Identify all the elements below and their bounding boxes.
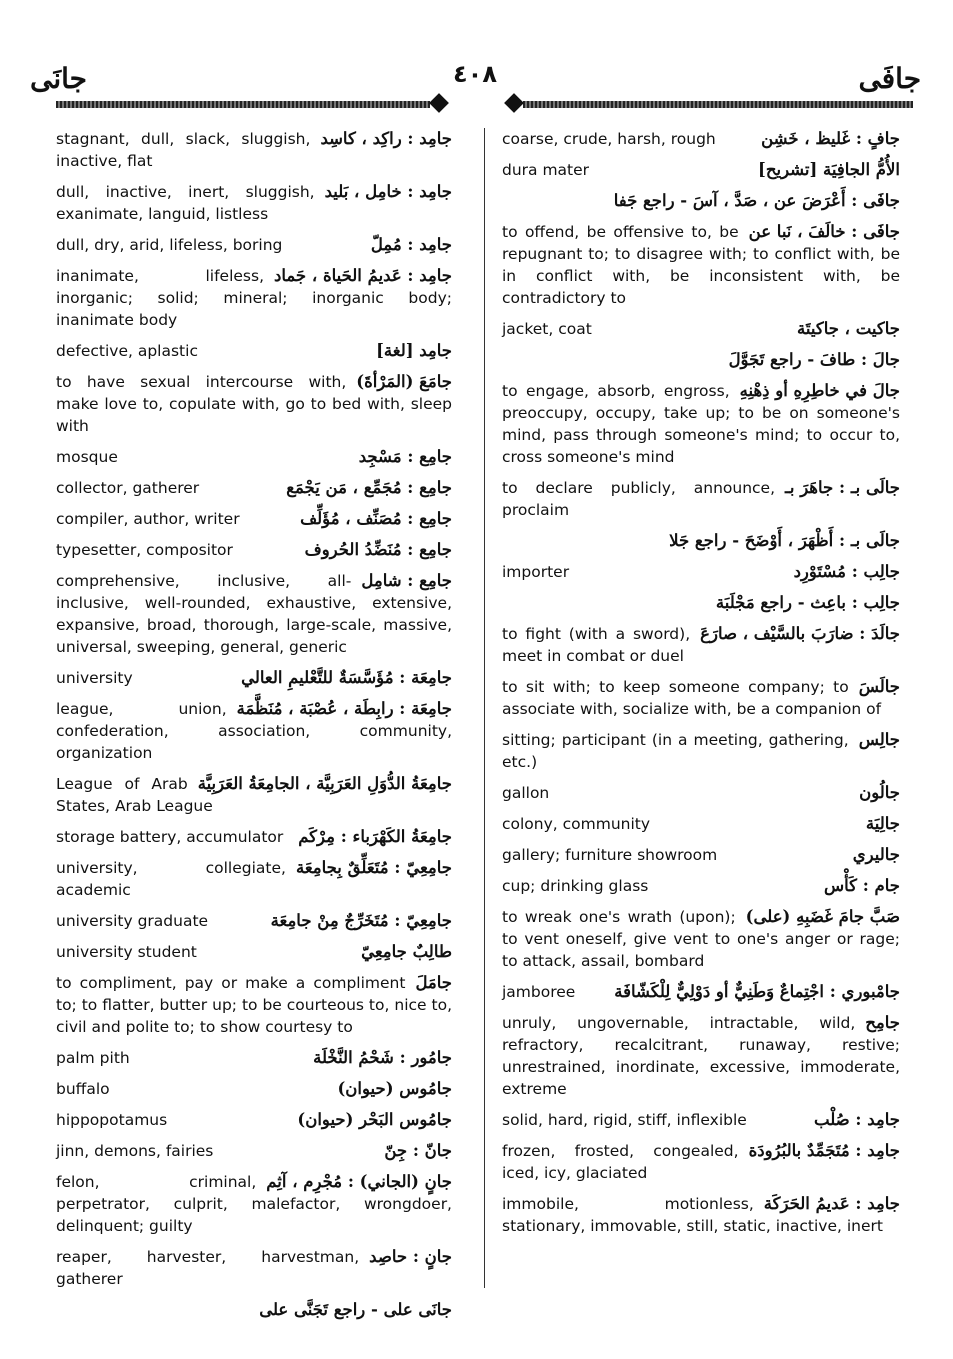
entry-arabic-headword: جامِع : مَسْجِد: [358, 447, 452, 466]
dictionary-entry: [502, 1140, 900, 1184]
dictionary-entry: [502, 128, 900, 150]
entry-english-definition: to compliment, pay or make a compliment to; to flatter, butter up; to be courteous to, nice to, civil and polite to; to show courtesy to: [56, 974, 452, 1036]
entry-arabic-headword: جالِيَة: [865, 814, 900, 833]
dictionary-entry: [56, 539, 452, 561]
entry-arabic-headword: جالَ في خاطِرِهِ أو ذِهْنِهِ: [739, 381, 900, 400]
entry-arabic-headword: جامِعِيّ : مُتَخَرِّجٌ مِنْ جامِعَة: [270, 911, 452, 930]
dictionary-entry: [56, 1078, 452, 1100]
dictionary-entry: [502, 592, 900, 614]
guide-word-right: جافَى: [858, 62, 921, 95]
entry-english-definition: university: [56, 669, 133, 687]
dictionary-entry: [56, 1246, 452, 1290]
dictionary-entry: [502, 561, 900, 583]
entry-english-definition: to declare publicly, announce, proclaim: [502, 479, 776, 519]
dictionary-entry: [502, 221, 900, 309]
entry-arabic-headword: صَبَّ جامَ غَضَبِهِ (على): [745, 907, 900, 926]
entry-english-definition: unruly, ungovernable, intractable, wild, refractory, recalcitrant, runaway, restive; unrestrained, inordinate, excessive, immoderate, extreme: [502, 1014, 900, 1098]
page-header: [0, 0, 953, 130]
entry-english-definition: defective, aplastic: [56, 342, 198, 360]
entry-english-definition: to fight (with a sword), meet in combat or duel: [502, 625, 691, 665]
dictionary-entry: [56, 910, 452, 932]
dictionary-entry: [56, 1171, 452, 1237]
dictionary-entry: [56, 477, 452, 499]
dictionary-entry: [56, 128, 452, 172]
dictionary-entry: [56, 773, 452, 817]
dictionary-entry: [502, 875, 900, 897]
entry-english-definition: university graduate: [56, 912, 209, 930]
entry-arabic-headword: جامِح: [865, 1013, 900, 1032]
entry-english-definition: colony, community: [502, 815, 651, 833]
entry-english-definition: compiler, author, writer: [56, 510, 240, 528]
entry-english-definition: to wreak one's wrath (upon); to vent oneself, give vent to one's anger or rage; to attack, assail, bombard: [502, 908, 900, 970]
entry-arabic-headword: جامِعَة : رابِطَة ، عُصْبَة ، مُنَظَّمَة: [236, 699, 452, 718]
entry-english-definition: dull, inactive, inert, sluggish, exanimate, languid, listless: [56, 183, 315, 223]
dictionary-entry: [502, 530, 900, 552]
dictionary-entry: [502, 623, 900, 667]
entry-english-definition: jacket, coat: [502, 320, 592, 338]
entry-arabic-headword: جامَلَ: [415, 973, 452, 992]
entry-arabic-headword: جامَعَ (المَرْأةَ): [356, 372, 452, 391]
entry-arabic-headword: جافٍ : غَليظ ، خَشِن: [761, 129, 900, 148]
dictionary-entry: [56, 1047, 452, 1069]
guide-word-left: جانَى: [30, 62, 87, 95]
entry-arabic-headword: جالَى بـ : أَظْهَرَ ، أَوْضَحَ - راجع جَلا: [669, 531, 900, 550]
entry-arabic-headword: جامِع : مُنَضِّدُ الحُروف: [304, 540, 452, 559]
dictionary-entry: [56, 857, 452, 901]
entry-english-definition: comprehensive, inclusive, all-inclusive, well-rounded, exhaustive, extensive, expansive, broad, thorough, large-scale, massive, universal, sweeping, general, generic: [56, 572, 452, 656]
dictionary-entry: [56, 667, 452, 689]
entry-english-definition: coarse, crude, harsh, rough: [502, 130, 716, 148]
entry-english-definition: buffalo: [56, 1080, 110, 1098]
dictionary-entry: [56, 1140, 452, 1162]
entry-arabic-headword: جاليري: [852, 845, 900, 864]
dictionary-entry: [56, 826, 452, 848]
dictionary-entry: [502, 844, 900, 866]
entry-english-definition: collector, gatherer: [56, 479, 200, 497]
entry-arabic-headword: جالُون: [859, 783, 900, 802]
entry-english-definition: mosque: [56, 448, 118, 466]
dictionary-entry: [56, 570, 452, 658]
entry-english-definition: jamboree: [502, 983, 576, 1001]
dictionary-entry: [502, 676, 900, 720]
entry-arabic-headword: جامُوس (حيوان): [337, 1079, 452, 1098]
entry-english-definition: dull, dry, arid, lifeless, boring: [56, 236, 283, 254]
dictionary-entry: [502, 380, 900, 468]
entry-arabic-headword: جانٍ : حاصِد: [369, 1247, 452, 1266]
entry-arabic-headword: جامِع : شامِل: [361, 571, 452, 590]
dictionary-entry: [56, 340, 452, 362]
entry-arabic-headword: جانٍ (الجاني) : مُجْرِم ، آثِم: [266, 1172, 452, 1191]
dictionary-entry: [502, 906, 900, 972]
entry-arabic-headword: جالَ : طافَ - راجع تَجَوَّلَ: [728, 350, 900, 369]
entry-english-definition: importer: [502, 563, 570, 581]
dictionary-entry: [502, 190, 900, 212]
right-column: [502, 128, 900, 1246]
entry-english-definition: cup; drinking glass: [502, 877, 649, 895]
entry-english-definition: to have sexual intercourse with, make love to, copulate with, go to bed with, sleep with: [56, 373, 452, 435]
entry-arabic-headword: جامُوس البَحْر (حيوان): [297, 1110, 452, 1129]
header-rule-left: [56, 96, 448, 112]
entry-english-definition: immobile, motionless, stationary, immovable, still, static, inactive, inert: [502, 1195, 883, 1235]
dictionary-entry: [56, 972, 452, 1038]
entry-english-definition: gallery; furniture showroom: [502, 846, 718, 864]
entry-arabic-headword: جامِعَةُ الدُّوَلِ العَرَبِيَّة ، الجامِعَةُ العَرَبِيَّة: [197, 774, 452, 793]
entry-english-definition: university, collegiate, academic: [56, 859, 286, 899]
dictionary-entry: [56, 181, 452, 225]
entry-english-definition: to engage, absorb, engross, preoccupy, occupy, take up; to be on someone's mind, pass through someone's mind; to occur to, cross someone's mind: [502, 382, 900, 466]
entry-arabic-headword: جامْبوري : اجْتِماعٌ وَطَنِيٌّ أو دَوْلِيٌّ لِلْكَشّافَة: [614, 982, 900, 1001]
entry-arabic-headword: جامِد : راكِد ، كاسِد: [320, 129, 452, 148]
entry-english-definition: storage battery, accumulator: [56, 828, 284, 846]
entry-english-definition: stagnant, dull, slack, sluggish, inactive, flat: [56, 130, 311, 170]
entry-arabic-headword: جامِد : خامِل ، بَليد: [324, 182, 452, 201]
entry-arabic-headword: جالَى بـ : جاهَرَ بـ: [785, 478, 900, 497]
entry-arabic-headword: جامِعَة : مُؤَسَّسَةٌ للتَّعْليمِ العالي: [241, 668, 452, 687]
entry-arabic-headword: جانّ : جِنّ: [384, 1141, 452, 1160]
entry-english-definition: typesetter, compositor: [56, 541, 233, 559]
entry-arabic-headword: طالِبٌ جامِعِيّ: [361, 942, 452, 961]
entry-english-definition: League of Arab States, Arab League: [56, 775, 213, 815]
entry-english-definition: frozen, frosted, congealed, iced, icy, glaciated: [502, 1142, 739, 1182]
left-column: [56, 128, 452, 1330]
entry-english-definition: dura mater: [502, 161, 590, 179]
entry-arabic-headword: جامِد : صُلْب: [814, 1110, 900, 1129]
entry-english-definition: gallon: [502, 784, 550, 802]
dictionary-entry: [502, 813, 900, 835]
dictionary-entry: [502, 477, 900, 521]
dictionary-entry: [502, 318, 900, 340]
header-rule-right: [505, 96, 913, 112]
entry-english-definition: sitting; participant (in a meeting, gathering, etc.): [502, 731, 849, 771]
entry-arabic-headword: جانَى على - راجع تَجَنَّى على: [259, 1300, 452, 1319]
entry-arabic-headword: جامِد : مُمِلّ: [370, 235, 452, 254]
entry-arabic-headword: جامِد [لغة]: [376, 341, 452, 360]
entry-arabic-headword: جامِع : مُصَنِّف ، مُؤَلِّف: [300, 509, 452, 528]
entry-english-definition: to offend, be offensive to, be repugnant to; to disagree with; to conflict with, be in conflict with, be inconsistent with, be contradictory to: [502, 223, 900, 307]
dictionary-entry: [56, 508, 452, 530]
entry-arabic-headword: جاكيت ، جاكيتَة: [797, 319, 900, 338]
dictionary-entry: [56, 1109, 452, 1131]
dictionary-entry: [502, 1109, 900, 1131]
entry-arabic-headword: جافَى : خالَفَ ، نَبا عن: [748, 222, 900, 241]
dictionary-entry: [502, 981, 900, 1003]
entry-arabic-headword: جامِد : عَديمُ الحَياة ، جَماد: [274, 266, 452, 285]
dictionary-entry: [502, 782, 900, 804]
entry-arabic-headword: الأُمُّ الجافِيَة [تشريح]: [758, 160, 900, 179]
diamond-ornament-icon: [429, 93, 449, 113]
dictionary-entry: [56, 371, 452, 437]
entry-english-definition: solid, hard, rigid, stiff, inflexible: [502, 1111, 747, 1129]
entry-arabic-headword: جالِب : مُسْتَوْرِد: [793, 562, 900, 581]
entry-arabic-headword: جالَدَ : ضارَبَ بالسَّيْف ، صارَعَ: [700, 624, 900, 643]
dictionary-entry: [502, 1012, 900, 1100]
dictionary-entry: [502, 159, 900, 181]
dictionary-entry: [56, 941, 452, 963]
entry-english-definition: league, union, confederation, association, community, organization: [56, 700, 452, 762]
entry-english-definition: felon, criminal, perpetrator, culprit, malefactor, wrongdoer, delinquent; guilty: [56, 1173, 452, 1235]
entry-english-definition: to sit with; to keep someone company; to associate with, socialize with, be a companion of: [502, 678, 882, 718]
dictionary-entry: [56, 265, 452, 331]
entry-arabic-headword: جافَى : أَعْرَضَ عن ، صَدَّ ، آسَ - راجع جَفا: [613, 191, 900, 210]
page-number: ٤٠٨: [453, 60, 497, 88]
entry-arabic-headword: جامِعَةُ الكَهْرَباء : مِرْكَم: [298, 827, 452, 846]
column-divider: [484, 128, 485, 1288]
dictionary-entry: [56, 446, 452, 468]
rule-bar: [523, 101, 913, 108]
entry-arabic-headword: جامِع : مُجَمِّع ، مَن يَجْمَع: [286, 478, 452, 497]
entry-arabic-headword: جام : كَأْس: [823, 876, 900, 895]
entry-english-definition: palm pith: [56, 1049, 130, 1067]
diamond-ornament-icon: [504, 93, 524, 113]
entry-arabic-headword: جامِعِيّ : مُتَعَلِّقٌ بِجامِعَة: [295, 858, 452, 877]
dictionary-entry: [502, 349, 900, 371]
entry-english-definition: university student: [56, 943, 197, 961]
dictionary-entry: [56, 698, 452, 764]
entry-arabic-headword: جامِد : مُتَجَمِّدٌ بالبُرُودَة: [748, 1141, 900, 1160]
dictionary-entry: [56, 234, 452, 256]
entry-english-definition: hippopotamus: [56, 1111, 168, 1129]
entry-arabic-headword: جالَسَ: [858, 677, 900, 696]
entry-english-definition: reaper, harvester, harvestman, gatherer: [56, 1248, 360, 1288]
dictionary-entry: [502, 1193, 900, 1237]
entry-arabic-headword: جالِس: [858, 730, 900, 749]
entry-arabic-headword: جامِد : عَديمُ الحَرَكَة: [763, 1194, 900, 1213]
entry-arabic-headword: جامُور : شَحْمُ النَّخْلَة: [313, 1048, 452, 1067]
rule-bar: [56, 101, 430, 108]
dictionary-entry: [56, 1299, 452, 1321]
entry-arabic-headword: جالِب : باعِث - راجع مَجْلَبَة: [715, 593, 900, 612]
entry-english-definition: inanimate, lifeless, inorganic; solid; mineral; inorganic body; inanimate body: [56, 267, 452, 329]
dictionary-entry: [502, 729, 900, 773]
entry-english-definition: jinn, demons, fairies: [56, 1142, 214, 1160]
